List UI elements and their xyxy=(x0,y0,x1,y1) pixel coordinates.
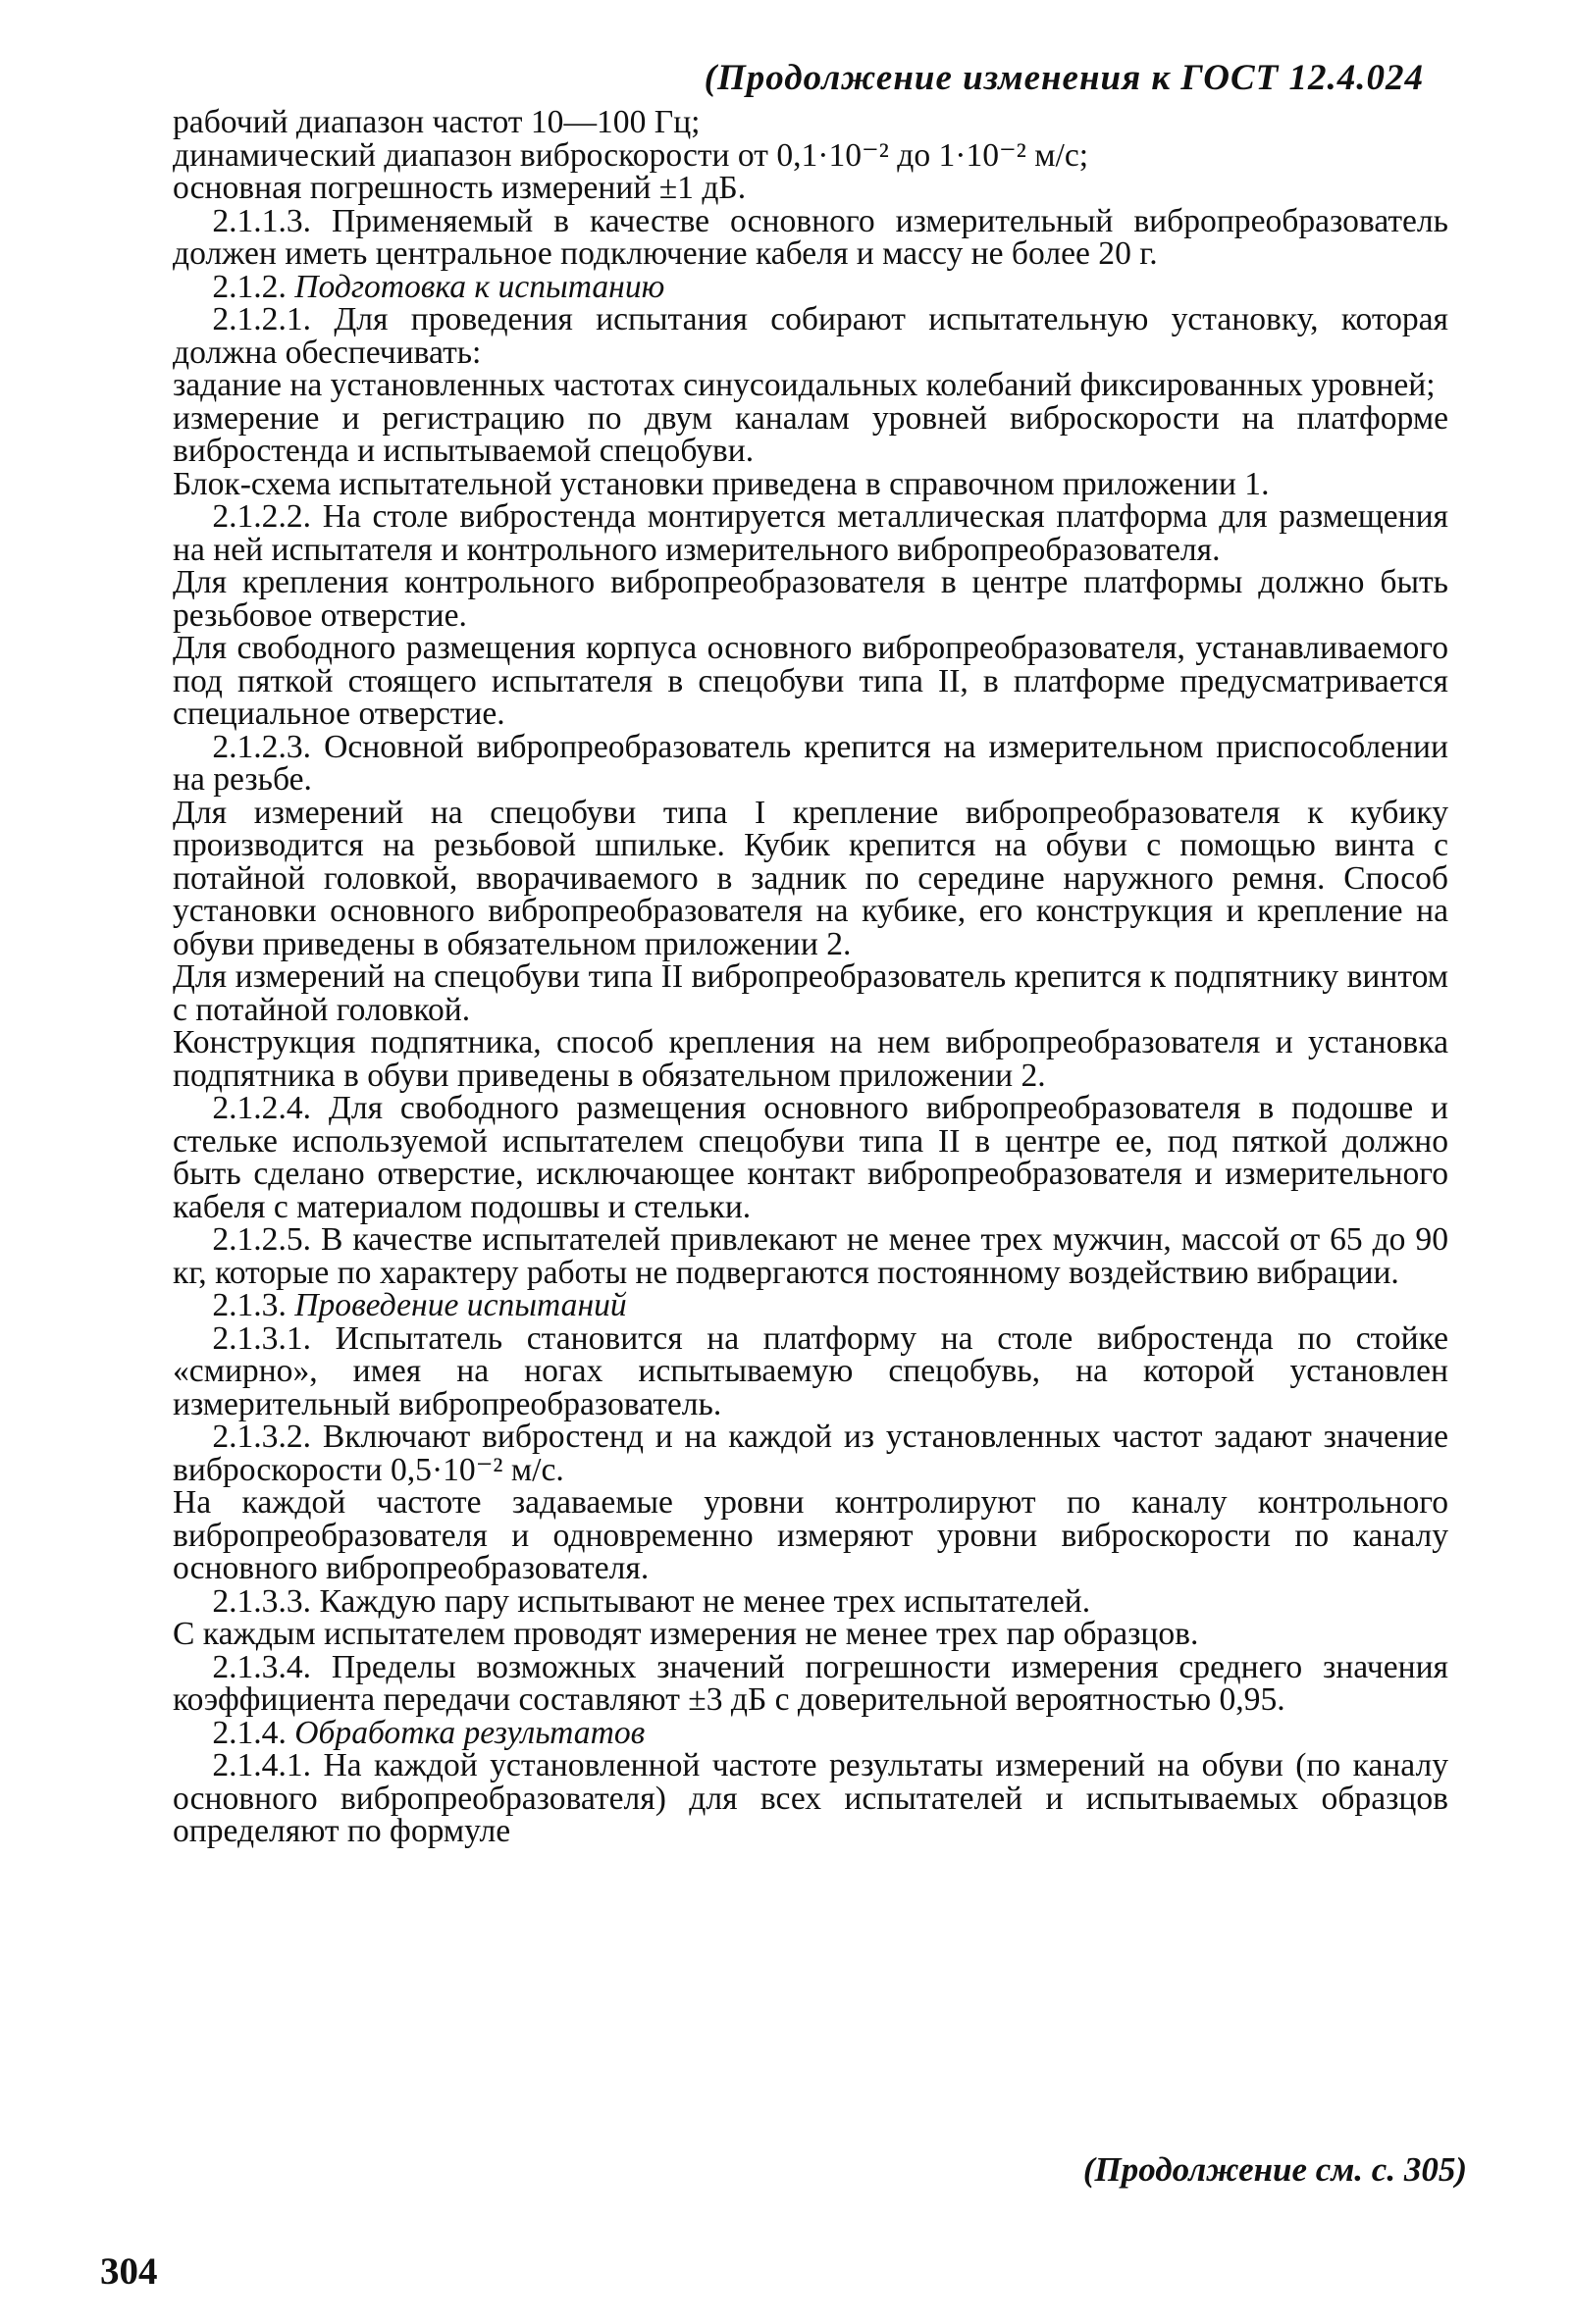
paragraph-text: Для крепления контрольного вибропреобразователя в центре платформы должно быть резьбовое отверстие. xyxy=(173,564,1448,634)
paragraph xyxy=(173,632,1448,731)
paragraph-text: 2.1.3.4. Пределы возможных значений погрешности измерения среднего значения коэффициента передачи составляют ±3 дБ с доверительной вероятностью 0,95. xyxy=(173,1648,1448,1718)
paragraph-text: 2.1.2.3. Основной вибропреобразователь крепится на измерительном приспособлении на резьбе. xyxy=(173,728,1448,798)
paragraph xyxy=(173,566,1448,632)
paragraph-text: 2.1.1.3. Применяемый в качестве основного измерительный вибропреобразователь должен иметь центральное подключение кабеля и массу не более 20 г. xyxy=(173,202,1448,272)
paragraph xyxy=(173,1319,1448,1422)
page-header: (Продолжение изменения к ГОСТ 12.4.024 xyxy=(704,58,1424,98)
paragraph-text: 2.1.3.3. Каждую пару испытывают не менее трех испытателей. xyxy=(212,1582,1091,1620)
continuation-note: (Продолжение см. с. 305) xyxy=(1082,2150,1467,2189)
paragraph xyxy=(173,1582,1448,1620)
paragraph xyxy=(173,106,1448,139)
paragraph-text: 2.1.2.5. В качестве испытателей привлекают не менее трех мужчин, массой от 65 до 90 кг, которые по характеру работы не подвергаются постоянному воздействию вибрации. xyxy=(173,1221,1448,1291)
paragraph xyxy=(173,1486,1448,1585)
paragraph-text: 2.1.3. xyxy=(212,1287,295,1323)
paragraph-text: На каждой частоте задаваемые уровни контролируют по каналу контрольного вибропреобразователя и одновременно измеряют уровни виброскорости по каналу основного вибропреобразователя. xyxy=(173,1484,1448,1586)
paragraph-text: 2.1.2. xyxy=(212,268,295,305)
paragraph-text: Блок-схема испытательной установки приведена в справочном приложении 1. xyxy=(173,465,1270,502)
paragraph-text: 2.1.2.4. Для свободного размещения основного вибропреобразователя в подошве и стельке используемой испытателем спецобуви типа II в центре ее, под пяткой должно быть сделано отверстие, исключающее контакт вибропреобразователя и измерительного кабеля с материалом подошвы и стельки. xyxy=(173,1090,1448,1225)
paragraph xyxy=(173,268,1448,305)
paragraph xyxy=(173,172,1448,205)
paragraph xyxy=(173,369,1448,402)
paragraph xyxy=(173,1026,1448,1092)
paragraph xyxy=(173,1648,1448,1718)
paragraph-text: 2.1.2.1. Для проведения испытания собирают испытательную установку, которая должна обеспечивать: xyxy=(173,301,1448,371)
section-title: Проведение испытаний xyxy=(294,1287,627,1323)
paragraph xyxy=(173,794,1448,962)
paragraph-text: Для измерений на спецобуви типа II вибропреобразователь крепится к подпятнику винтом с потайной головкой. xyxy=(173,958,1448,1028)
body-text xyxy=(173,106,1448,1848)
paragraph xyxy=(173,1618,1448,1651)
paragraph xyxy=(173,399,1448,469)
paragraph xyxy=(173,1092,1448,1223)
paragraph xyxy=(173,960,1448,1026)
paragraph xyxy=(173,1420,1448,1486)
page-number: 304 xyxy=(100,2250,158,2293)
paragraph xyxy=(173,1714,1448,1751)
paragraph xyxy=(173,202,1448,272)
paragraph-text: Конструкция подпятника, способ крепления на нем вибропреобразователя и установка подпятника в обуви приведены в обязательном приложении 2. xyxy=(173,1024,1448,1094)
paragraph-text: основная погрешность измерений ±1 дБ. xyxy=(173,170,747,206)
paragraph xyxy=(173,1223,1448,1289)
paragraph-text: Для измерений на спецобуви типа I крепление вибропреобразователя к кубику производится на резьбовой шпильке. Кубик крепится на обуви с помощью винта с потайной головкой, вворачиваемого в задник по середине наружного ремня. Способ установки основного вибропреобразователя на кубике, его конструкция и крепление на обуви приведены в обязательном приложении 2. xyxy=(173,794,1448,962)
paragraph-text: измерение и регистрацию по двум каналам уровней виброскорости на платформе вибростенда и испытываемой спецобуви. xyxy=(173,399,1448,469)
paragraph xyxy=(173,500,1448,566)
section-title: Подготовка к испытанию xyxy=(294,268,665,305)
paragraph-text: динамический диапазон виброскорости от 0,1·10⁻² до 1·10⁻² м/с; xyxy=(173,136,1089,174)
paragraph-text: 2.1.4. xyxy=(212,1714,295,1751)
paragraph xyxy=(173,465,1448,502)
paragraph-text: задание на установленных частотах синусоидальных колебаний фиксированных уровней; xyxy=(173,367,1436,403)
paragraph-text: С каждым испытателем проводят измерения не менее трех пар образцов. xyxy=(173,1616,1199,1652)
paragraph xyxy=(173,728,1448,798)
paragraph xyxy=(173,136,1448,174)
paragraph-text: 2.1.4.1. На каждой установленной частоте результаты измерений на обуви (по каналу основного вибропреобразователя) для всех испытателей и испытываемых образцов определяют по формуле xyxy=(173,1747,1448,1849)
paragraph xyxy=(173,1289,1448,1322)
paragraph-text: 2.1.3.1. Испытатель становится на платформу на столе вибростенда по стойке «смирно», имея на ногах испытываемую спецобувь, на которой установлен измерительный вибропреобразователь. xyxy=(173,1319,1448,1422)
section-title: Обработка результатов xyxy=(294,1714,646,1751)
paragraph xyxy=(173,1749,1448,1848)
paragraph-text: Для свободного размещения корпуса основного вибропреобразователя, устанавливаемого под пяткой стоящего испытателя в спецобуви типа II, в платформе предусматривается специальное отверстие. xyxy=(173,630,1448,732)
paragraph xyxy=(173,303,1448,369)
paragraph-text: рабочий диапазон частот 10—100 Гц; xyxy=(173,104,701,140)
paragraph-text: 2.1.2.2. На столе вибростенда монтируется металлическая платформа для размещения на ней испытателя и контрольного измерительного вибропреобразователя. xyxy=(173,498,1448,568)
paragraph-text: 2.1.3.2. Включают вибростенд и на каждой из установленных частот задают значение виброскорости 0,5·10⁻² м/с. xyxy=(173,1419,1448,1488)
